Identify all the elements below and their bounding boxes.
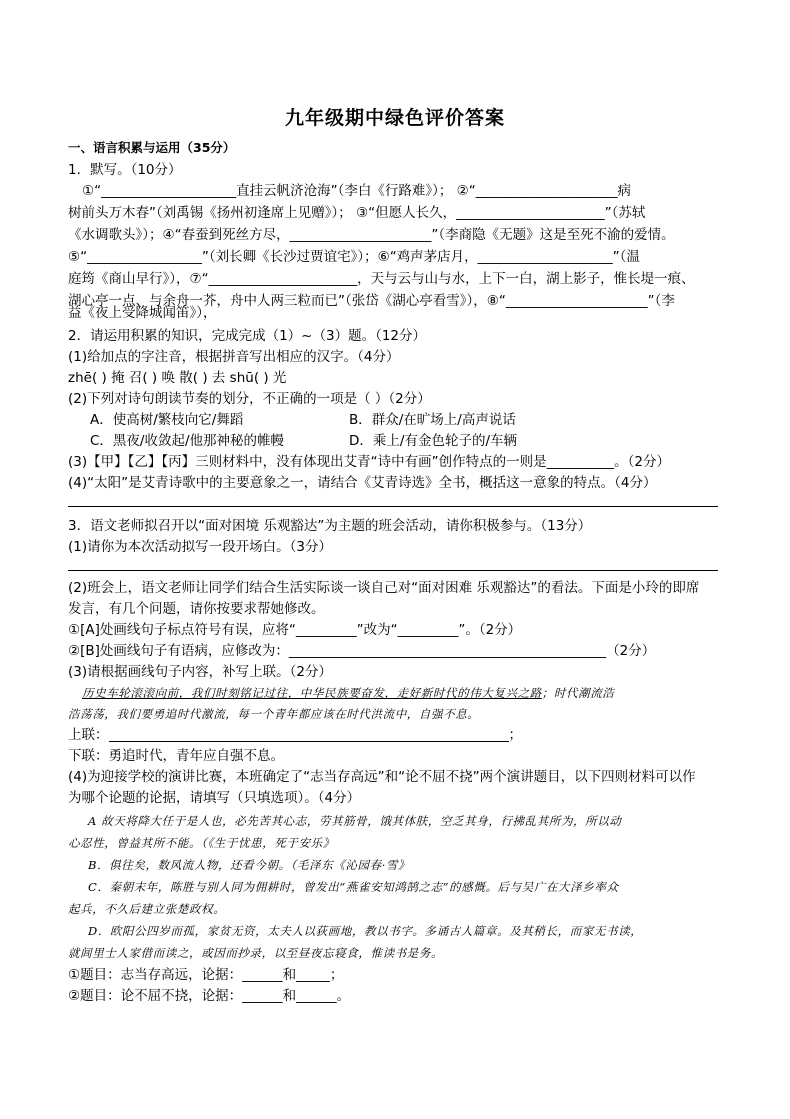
question-1-heading: 1．默写。（10分）	[68, 162, 182, 178]
pinyin-row: zhē( ) 掩 召( ) 唤 散( ) 去 shū( ) 光	[68, 370, 287, 386]
answer-line	[68, 506, 718, 507]
option-d: D．乘上/有金色轮子的/车辆	[349, 433, 517, 449]
question-1-line-4: ⑤“_________________”（刘长卿《长沙过贾谊宅》）；⑥“鸡声茅店月，____________________”（温	[68, 249, 640, 265]
material-a-line-2: 心忍性，曾益其所不能。（《生于忧患，死于安乐》	[68, 836, 335, 850]
question-1-line-7: 益《夜上受降城闻笛》），	[68, 305, 217, 321]
answer-row-1: ①题目：志当存高远，论据：______和_____；	[68, 967, 344, 983]
material-b: B．俱往矣，数风流人物，还看今朝。（毛泽东《沁园春·雪》	[88, 858, 411, 872]
question-2-part-2: (2)下列对诗句朗读节奏的划分，不正确的一项是（ ）（2分）	[68, 391, 431, 407]
question-1-line-2: 树前头万木春”（刘禹锡《扬州初逢席上见赠》）； ③“但愿人长久，______________________”（苏轼	[68, 205, 646, 221]
upper-couplet-row: 上联： ；	[68, 727, 522, 743]
passage-line-1-rest: ；时代潮流浩	[541, 686, 615, 700]
answer-row-2: ②题目：论不屈不挠，论据：______和______。	[68, 988, 351, 1004]
material-c-line-2: 起兵，不久后建立张楚政权。	[68, 902, 226, 916]
question-2-heading: 2．请运用积累的知识，完成完成（1）~（3）题。（12分）	[68, 328, 427, 344]
passage-line-1	[82, 683, 614, 703]
question-1-line-1: ①“____________________直挂云帆济沧海”（李白《行路难》）； ②“_____________________病	[82, 183, 631, 199]
material-d-line-1: D．欧阳公四岁而孤，家贫无资，太夫人以荻画地，教以书字。多诵古人篇章。及其稍长，而家无书读，	[88, 924, 643, 938]
question-1-line-6: 湖心亭一点、与余舟一芥，舟中人两三粒而已”（张岱《湖心亭看雪》），⑧“_____________________”（李	[68, 293, 675, 309]
option-b: B．群众/在旷场上/高声说话	[349, 412, 516, 428]
question-3-part-2-line-2: 发言，有几个问题，请你按要求帮她修改。	[68, 601, 325, 617]
question-3-part-4-line-2: 为哪个论题的论据，请填写（只填选项）。（4分）	[68, 790, 361, 806]
passage-line-2: 浩荡荡，我们要勇追时代激流，每一个青年都应该在时代洪流中，自强不息。	[68, 707, 480, 721]
question-3-part-2-item-1: ①[A]处画线句子标点符号有误，应将“_________”改为“_________”。（2分）	[68, 622, 522, 638]
lower-couplet: 下联：勇追时代，青年应自强不息。	[68, 748, 284, 764]
upper-couplet-label: 上联：	[68, 727, 109, 743]
material-d-line-2: 就闾里士人家借而读之，或因而抄录，以至昼夜忘寝食，惟读书是务。	[68, 946, 444, 960]
question-3-heading: 3．语文老师拟召开以“面对困境 乐观豁达”为主题的班会活动，请你积极参与。（13分）	[68, 518, 592, 534]
question-3-part-1: (1)请你为本次活动拟写一段开场白。（3分）	[68, 539, 332, 555]
option-a: A．使高树/繁枝向它/舞蹈	[90, 412, 244, 428]
upper-couplet-blank[interactable]	[109, 727, 509, 742]
question-2-part-3: (3)【甲】【乙】【丙】三则材料中，没有体现出艾青“诗中有画”创作特点的一则是__________。（2分）	[68, 454, 670, 470]
question-3-part-4-line-1: (4)为迎接学校的演讲比赛，本班确定了“志当存高远”和“论不屈不挠”两个演讲题目，以下四则材料可以作	[68, 769, 696, 785]
question-2-part-4: (4)“太阳”是艾青诗歌中的主要意象之一，请结合《艾青诗选》全书，概括这一意象的特点。（4分）	[68, 475, 657, 491]
option-c: C．黑夜/收敛起/他那神秘的帷幔	[90, 433, 285, 449]
section-heading-language: 一、语言积累与运用（35分）	[68, 140, 236, 155]
underlined-sentence: 历史车轮滚滚向前，我们时刻铭记过往，中华民族要奋发，走好新时代的伟大复兴之路	[82, 686, 542, 700]
answer-line	[68, 570, 718, 571]
question-1-line-5: 庭筠《商山早行》），⑦“______________________，天与云与山与水，上下一白，湖上影子，惟长堤一痕、	[68, 271, 695, 287]
question-3-part-3: (3)请根据画线句子内容，补写上联。（2分）	[68, 664, 332, 680]
question-1-line-3: 《水调歌头》）；④“春蚕到死丝方尽，_____________________”（李商隐《无题》这是至死不渝的爱情。	[68, 227, 675, 243]
material-a-line-1: A 故天将降大任于是人也，必先苦其心志，劳其筋骨，饿其体肤，空乏其身，行拂乱其所为，所以动	[88, 814, 622, 828]
question-3-part-2-line-1: (2)班会上，语文老师让同学们结合生活实际谈一谈自己对“面对困难 乐观豁达”的看法。下面是小玲的即席	[68, 580, 700, 596]
material-c-line-1: C．秦朝末年，陈胜与别人同为佣耕时，曾发出“燕雀安知鸿鹄之志”的感慨。后与吴广在大泽乡率众	[88, 880, 619, 894]
question-2-part-1: (1)给加点的字注音，根据拼音写出相应的汉字。（4分）	[68, 349, 400, 365]
page-title: 九年级期中绿色评价答案	[284, 107, 505, 129]
question-3-part-2-item-2: ②[B]处画线句子有语病，应修改为：_______________________________________________（2分）	[68, 643, 656, 659]
